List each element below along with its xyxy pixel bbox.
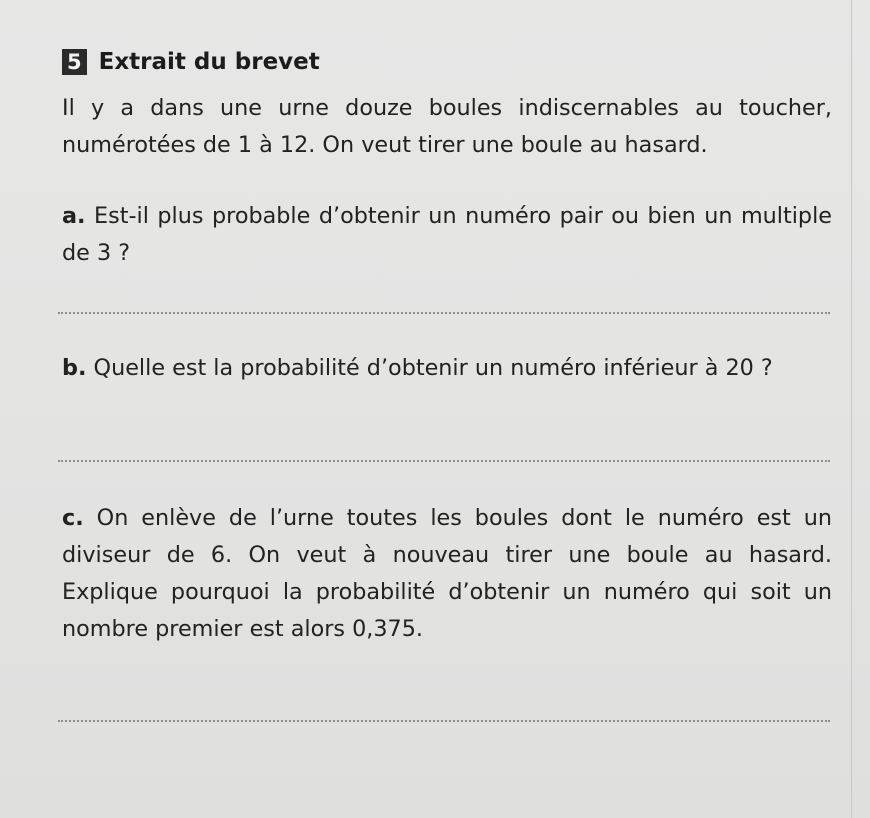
question-c-label: c.: [62, 505, 84, 531]
question-b: [62, 350, 832, 387]
question-a: [62, 198, 832, 272]
exercise-number-badge: 5: [62, 49, 87, 75]
answer-line-a[interactable]: [58, 312, 830, 314]
exercise-title: Extrait du brevet: [98, 49, 320, 75]
page-edge: [851, 0, 852, 818]
exercise-header: [62, 46, 320, 78]
exercise-intro: Il y a dans une urne douze boules indiscernables au toucher, numérotées de 1 à 12. On veut tirer une boule au hasard.: [62, 95, 832, 158]
question-b-label: b.: [62, 355, 87, 381]
answer-line-c[interactable]: [58, 720, 830, 722]
question-c-text: On enlève de l’urne toutes les boules dont le numéro est un diviseur de 6. On veut à nouveau tirer une boule au hasard. Explique pourquoi la probabilité d’obtenir un numéro qui soit un nombre premier est alors 0,375.: [62, 505, 832, 642]
question-a-text: Est-il plus probable d’obtenir un numéro pair ou bien un multiple de 3 ?: [62, 203, 832, 266]
question-b-text: Quelle est la probabilité d’obtenir un numéro inférieur à 20 ?: [93, 355, 773, 381]
question-c: [62, 500, 832, 648]
answer-line-b[interactable]: [58, 460, 830, 462]
question-a-label: a.: [62, 203, 86, 229]
